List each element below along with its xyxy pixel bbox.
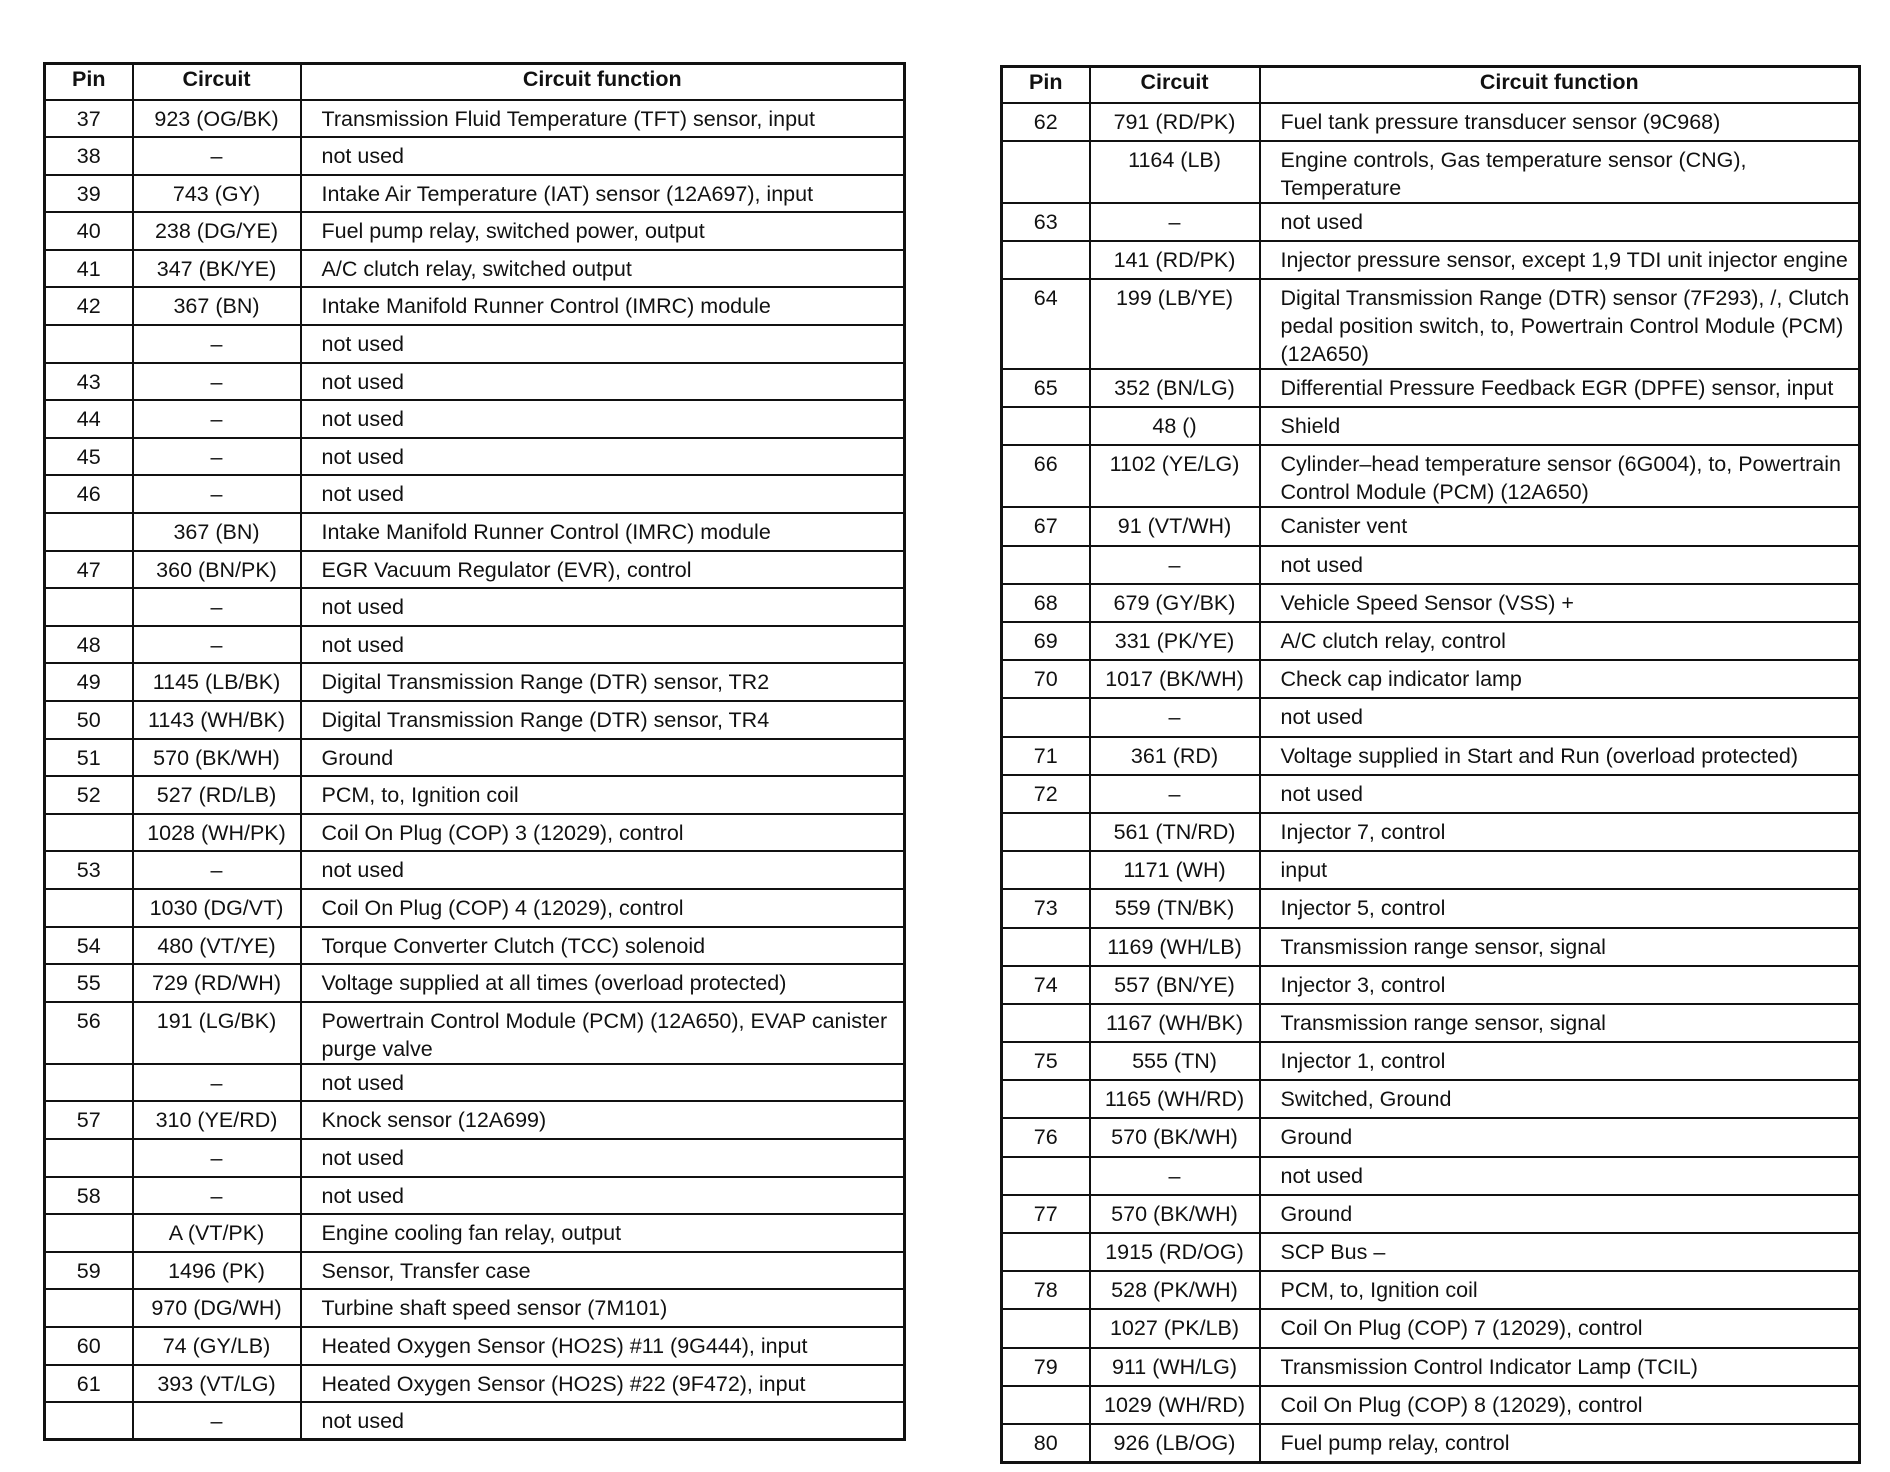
function-cell: Transmission Control Indicator Lamp (TCIL) — [1260, 1348, 1860, 1386]
table-row — [1002, 1157, 1860, 1195]
pin-cell: 72 — [1002, 775, 1090, 813]
table-row — [1002, 851, 1860, 889]
function-cell: not used — [1260, 203, 1860, 241]
pin-cell — [45, 588, 133, 626]
pin-cell: 74 — [1002, 966, 1090, 1004]
pin-cell: 51 — [45, 739, 133, 777]
function-cell: Transmission range sensor, signal — [1260, 928, 1860, 966]
table-row — [1002, 698, 1860, 736]
pin-cell: 67 — [1002, 507, 1090, 545]
function-cell: Shield — [1260, 407, 1860, 445]
function-cell: Digital Transmission Range (DTR) sensor (7F293), /, Clutch pedal position switch, to, Powertrain Control Module (PCM) (12A650) — [1260, 279, 1860, 369]
circuit-cell: A (VT/PK) — [133, 1214, 301, 1252]
table-row — [1002, 507, 1860, 545]
table-row — [1002, 103, 1860, 141]
pin-cell: 66 — [1002, 445, 1090, 507]
circuit-cell: 527 (RD/LB) — [133, 776, 301, 814]
table-row — [1002, 1042, 1860, 1080]
table-row — [1002, 1118, 1860, 1156]
function-cell: not used — [301, 325, 905, 363]
table-row — [45, 1177, 905, 1215]
pin-cell: 68 — [1002, 584, 1090, 622]
circuit-cell: 1915 (RD/OG) — [1090, 1233, 1260, 1271]
function-cell: not used — [301, 626, 905, 664]
table-row — [45, 551, 905, 589]
table-header-row — [45, 64, 905, 100]
pin-cell: 76 — [1002, 1118, 1090, 1156]
circuit-cell: – — [133, 438, 301, 476]
circuit-cell: 1030 (DG/VT) — [133, 889, 301, 927]
circuit-cell: 361 (RD) — [1090, 737, 1260, 775]
circuit-cell: 1169 (WH/LB) — [1090, 928, 1260, 966]
table-row — [45, 475, 905, 513]
table-row — [1002, 546, 1860, 584]
circuit-cell: 926 (LB/OG) — [1090, 1424, 1260, 1462]
circuit-cell: 48 () — [1090, 407, 1260, 445]
pin-cell — [45, 1064, 133, 1102]
function-cell: not used — [301, 851, 905, 889]
table-row — [1002, 1424, 1860, 1462]
function-cell: Differential Pressure Feedback EGR (DPFE) sensor, input — [1260, 369, 1860, 407]
table-row — [1002, 1195, 1860, 1233]
function-cell: Coil On Plug (COP) 4 (12029), control — [301, 889, 905, 927]
pin-cell: 47 — [45, 551, 133, 589]
pin-cell: 50 — [45, 701, 133, 739]
function-cell: Vehicle Speed Sensor (VSS) + — [1260, 584, 1860, 622]
table-row — [45, 776, 905, 814]
table-row — [1002, 928, 1860, 966]
circuit-cell: 555 (TN) — [1090, 1042, 1260, 1080]
circuit-cell: – — [133, 626, 301, 664]
circuit-cell: 393 (VT/LG) — [133, 1365, 301, 1403]
table-row — [45, 851, 905, 889]
table-row — [45, 626, 905, 664]
function-cell: PCM, to, Ignition coil — [301, 776, 905, 814]
pin-cell: 80 — [1002, 1424, 1090, 1462]
function-cell: Fuel pump relay, switched power, output — [301, 212, 905, 250]
circuit-cell: 911 (WH/LG) — [1090, 1348, 1260, 1386]
function-cell: Digital Transmission Range (DTR) sensor, TR4 — [301, 701, 905, 739]
pin-cell — [1002, 851, 1090, 889]
table-row — [45, 1002, 905, 1064]
table-row — [45, 438, 905, 476]
table-row — [45, 513, 905, 551]
pin-cell: 65 — [1002, 369, 1090, 407]
table-row — [1002, 1271, 1860, 1309]
function-cell: Voltage supplied in Start and Run (overload protected) — [1260, 737, 1860, 775]
function-cell: Injector 1, control — [1260, 1042, 1860, 1080]
function-cell: Engine cooling fan relay, output — [301, 1214, 905, 1252]
circuit-cell: – — [133, 400, 301, 438]
table-row — [45, 137, 905, 175]
table-header-row — [1002, 67, 1860, 103]
pin-cell: 53 — [45, 851, 133, 889]
function-cell: EGR Vacuum Regulator (EVR), control — [301, 551, 905, 589]
pin-cell: 38 — [45, 137, 133, 175]
table-row — [45, 100, 905, 138]
pin-cell: 49 — [45, 663, 133, 701]
table-row — [1002, 889, 1860, 927]
function-cell: SCP Bus – — [1260, 1233, 1860, 1271]
pin-cell — [45, 1402, 133, 1440]
pin-cell — [1002, 546, 1090, 584]
circuit-cell: 570 (BK/WH) — [133, 739, 301, 777]
circuit-cell: 743 (GY) — [133, 175, 301, 213]
function-cell: Heated Oxygen Sensor (HO2S) #11 (9G444), input — [301, 1327, 905, 1365]
pin-cell: 73 — [1002, 889, 1090, 927]
function-cell: A/C clutch relay, switched output — [301, 250, 905, 288]
function-cell: Voltage supplied at all times (overload protected) — [301, 964, 905, 1002]
circuit-cell: 199 (LB/YE) — [1090, 279, 1260, 369]
function-cell: not used — [301, 1177, 905, 1215]
function-cell: Injector 5, control — [1260, 889, 1860, 927]
table-row — [45, 1365, 905, 1403]
function-cell: not used — [301, 1064, 905, 1102]
circuit-cell: 1143 (WH/BK) — [133, 701, 301, 739]
circuit-cell: – — [133, 137, 301, 175]
function-cell: Fuel pump relay, control — [1260, 1424, 1860, 1462]
table-row — [45, 175, 905, 213]
function-cell: Cylinder–head temperature sensor (6G004), to, Powertrain Control Module (PCM) (12A650) — [1260, 445, 1860, 507]
function-cell: Injector 3, control — [1260, 966, 1860, 1004]
function-cell: Fuel tank pressure transducer sensor (9C968) — [1260, 103, 1860, 141]
pin-cell: 41 — [45, 250, 133, 288]
pin-cell — [45, 513, 133, 551]
circuit-cell: 970 (DG/WH) — [133, 1289, 301, 1327]
function-cell: Check cap indicator lamp — [1260, 660, 1860, 698]
pin-cell — [45, 889, 133, 927]
circuit-cell: – — [133, 1402, 301, 1440]
function-cell: Coil On Plug (COP) 8 (12029), control — [1260, 1386, 1860, 1424]
function-cell: not used — [1260, 775, 1860, 813]
table-row — [1002, 1348, 1860, 1386]
table-row — [1002, 141, 1860, 203]
pin-cell: 40 — [45, 212, 133, 250]
pin-cell: 46 — [45, 475, 133, 513]
circuit-cell: 679 (GY/BK) — [1090, 584, 1260, 622]
table-row — [1002, 445, 1860, 507]
pin-cell — [1002, 141, 1090, 203]
pin-cell: 69 — [1002, 622, 1090, 660]
function-cell: not used — [301, 1402, 905, 1440]
pin-cell: 44 — [45, 400, 133, 438]
circuit-cell: 367 (BN) — [133, 287, 301, 325]
circuit-cell: 1017 (BK/WH) — [1090, 660, 1260, 698]
pin-cell: 45 — [45, 438, 133, 476]
circuit-cell: 367 (BN) — [133, 513, 301, 551]
circuit-cell: 1171 (WH) — [1090, 851, 1260, 889]
pin-cell: 64 — [1002, 279, 1090, 369]
table-row — [1002, 966, 1860, 1004]
circuit-cell: 352 (BN/LG) — [1090, 369, 1260, 407]
pin-cell — [45, 1139, 133, 1177]
function-cell: not used — [301, 588, 905, 626]
pin-cell — [45, 1289, 133, 1327]
pin-cell — [1002, 813, 1090, 851]
pin-cell: 78 — [1002, 1271, 1090, 1309]
circuit-cell: 1028 (WH/PK) — [133, 814, 301, 852]
pin-cell: 77 — [1002, 1195, 1090, 1233]
pin-cell — [1002, 698, 1090, 736]
pin-cell — [1002, 1157, 1090, 1195]
table-row — [45, 250, 905, 288]
circuit-cell: – — [133, 588, 301, 626]
circuit-cell: 570 (BK/WH) — [1090, 1118, 1260, 1156]
circuit-cell: 480 (VT/YE) — [133, 927, 301, 965]
function-cell: A/C clutch relay, control — [1260, 622, 1860, 660]
circuit-cell: – — [1090, 203, 1260, 241]
pin-table-right — [1000, 65, 1861, 1464]
table-row — [1002, 1004, 1860, 1042]
pin-cell — [45, 325, 133, 363]
circuit-cell: 1165 (WH/RD) — [1090, 1080, 1260, 1118]
function-cell: Digital Transmission Range (DTR) sensor, TR2 — [301, 663, 905, 701]
function-cell: not used — [301, 438, 905, 476]
pin-cell: 42 — [45, 287, 133, 325]
pin-cell — [1002, 1004, 1090, 1042]
pin-cell — [1002, 241, 1090, 279]
circuit-cell: – — [133, 325, 301, 363]
function-cell: Injector 7, control — [1260, 813, 1860, 851]
table-row — [45, 588, 905, 626]
header-function: Circuit function — [301, 64, 905, 100]
circuit-cell: 360 (BN/PK) — [133, 551, 301, 589]
circuit-cell: 1496 (PK) — [133, 1252, 301, 1290]
pin-cell: 55 — [45, 964, 133, 1002]
pin-cell: 60 — [45, 1327, 133, 1365]
table-row — [45, 400, 905, 438]
pin-cell: 57 — [45, 1101, 133, 1139]
table-row — [1002, 407, 1860, 445]
table-row — [45, 363, 905, 401]
circuit-cell: 791 (RD/PK) — [1090, 103, 1260, 141]
function-cell: Transmission range sensor, signal — [1260, 1004, 1860, 1042]
circuit-cell: 347 (BK/YE) — [133, 250, 301, 288]
circuit-cell: – — [1090, 546, 1260, 584]
circuit-cell: 1102 (YE/LG) — [1090, 445, 1260, 507]
pin-cell: 39 — [45, 175, 133, 213]
function-cell: Heated Oxygen Sensor (HO2S) #22 (9F472), input — [301, 1365, 905, 1403]
circuit-cell: 1027 (PK/LB) — [1090, 1309, 1260, 1347]
function-cell: not used — [301, 363, 905, 401]
table-row — [1002, 241, 1860, 279]
table-row — [45, 814, 905, 852]
function-cell: Intake Manifold Runner Control (IMRC) module — [301, 287, 905, 325]
pin-cell: 71 — [1002, 737, 1090, 775]
table-row — [45, 287, 905, 325]
pin-cell: 70 — [1002, 660, 1090, 698]
pin-cell — [1002, 1233, 1090, 1271]
table-row — [1002, 775, 1860, 813]
pin-cell: 56 — [45, 1002, 133, 1064]
table-row — [1002, 660, 1860, 698]
pin-cell: 37 — [45, 100, 133, 138]
circuit-cell: – — [1090, 1157, 1260, 1195]
pin-cell: 59 — [45, 1252, 133, 1290]
pin-cell: 75 — [1002, 1042, 1090, 1080]
pin-cell: 48 — [45, 626, 133, 664]
circuit-cell: 557 (BN/YE) — [1090, 966, 1260, 1004]
circuit-cell: 561 (TN/RD) — [1090, 813, 1260, 851]
header-circuit: Circuit — [133, 64, 301, 100]
pin-cell: 63 — [1002, 203, 1090, 241]
function-cell: Engine controls, Gas temperature sensor (CNG), Temperature — [1260, 141, 1860, 203]
function-cell: not used — [301, 137, 905, 175]
table-row — [45, 1101, 905, 1139]
function-cell: Torque Converter Clutch (TCC) solenoid — [301, 927, 905, 965]
function-cell: Coil On Plug (COP) 3 (12029), control — [301, 814, 905, 852]
circuit-cell: – — [133, 1064, 301, 1102]
table-row — [45, 663, 905, 701]
circuit-cell: – — [133, 851, 301, 889]
table-row — [1002, 584, 1860, 622]
function-cell: Powertrain Control Module (PCM) (12A650), EVAP canister purge valve — [301, 1002, 905, 1064]
pin-cell — [1002, 928, 1090, 966]
table-row — [45, 1252, 905, 1290]
function-cell: Ground — [1260, 1195, 1860, 1233]
function-cell: Sensor, Transfer case — [301, 1252, 905, 1290]
function-cell: not used — [301, 475, 905, 513]
table-row — [45, 889, 905, 927]
table-row — [45, 1402, 905, 1440]
function-cell: Canister vent — [1260, 507, 1860, 545]
circuit-cell: – — [133, 475, 301, 513]
circuit-cell: – — [133, 1139, 301, 1177]
table-row — [45, 701, 905, 739]
pin-cell — [1002, 407, 1090, 445]
table-row — [1002, 279, 1860, 369]
table-row — [45, 927, 905, 965]
circuit-cell: 559 (TN/BK) — [1090, 889, 1260, 927]
pin-table-left — [43, 62, 906, 1441]
pin-cell: 61 — [45, 1365, 133, 1403]
table-row — [45, 1139, 905, 1177]
function-cell: not used — [1260, 546, 1860, 584]
circuit-cell: 1167 (WH/BK) — [1090, 1004, 1260, 1042]
circuit-cell: 570 (BK/WH) — [1090, 1195, 1260, 1233]
pin-cell: 58 — [45, 1177, 133, 1215]
circuit-cell: 91 (VT/WH) — [1090, 507, 1260, 545]
circuit-cell: 729 (RD/WH) — [133, 964, 301, 1002]
header-function: Circuit function — [1260, 67, 1860, 103]
table-row — [45, 1289, 905, 1327]
pin-cell: 54 — [45, 927, 133, 965]
table-row — [1002, 203, 1860, 241]
table-row — [45, 739, 905, 777]
function-cell: Intake Manifold Runner Control (IMRC) module — [301, 513, 905, 551]
function-cell: not used — [301, 400, 905, 438]
header-pin: Pin — [45, 64, 133, 100]
circuit-cell: 1145 (LB/BK) — [133, 663, 301, 701]
circuit-cell: – — [1090, 775, 1260, 813]
table-row — [1002, 813, 1860, 851]
pin-cell — [1002, 1309, 1090, 1347]
function-cell: Transmission Fluid Temperature (TFT) sensor, input — [301, 100, 905, 138]
function-cell: not used — [301, 1139, 905, 1177]
header-pin: Pin — [1002, 67, 1090, 103]
circuit-cell: 331 (PK/YE) — [1090, 622, 1260, 660]
table-row — [45, 325, 905, 363]
table-row — [1002, 622, 1860, 660]
pin-cell: 62 — [1002, 103, 1090, 141]
header-circuit: Circuit — [1090, 67, 1260, 103]
pin-cell — [45, 814, 133, 852]
function-cell: not used — [1260, 698, 1860, 736]
function-cell: Ground — [1260, 1118, 1860, 1156]
circuit-cell: 1029 (WH/RD) — [1090, 1386, 1260, 1424]
function-cell: not used — [1260, 1157, 1860, 1195]
function-cell: PCM, to, Ignition coil — [1260, 1271, 1860, 1309]
table-row — [45, 1064, 905, 1102]
circuit-cell: – — [133, 1177, 301, 1215]
function-cell: Intake Air Temperature (IAT) sensor (12A697), input — [301, 175, 905, 213]
circuit-cell: 528 (PK/WH) — [1090, 1271, 1260, 1309]
table-row — [1002, 1080, 1860, 1118]
function-cell: Coil On Plug (COP) 7 (12029), control — [1260, 1309, 1860, 1347]
table-row — [1002, 737, 1860, 775]
circuit-cell: 74 (GY/LB) — [133, 1327, 301, 1365]
circuit-cell: 141 (RD/PK) — [1090, 241, 1260, 279]
function-cell: Injector pressure sensor, except 1,9 TDI unit injector engine — [1260, 241, 1860, 279]
function-cell: Ground — [301, 739, 905, 777]
circuit-cell: – — [133, 363, 301, 401]
circuit-cell: 191 (LG/BK) — [133, 1002, 301, 1064]
table-row — [1002, 1309, 1860, 1347]
table-row — [45, 1214, 905, 1252]
pin-cell: 79 — [1002, 1348, 1090, 1386]
table-row — [45, 212, 905, 250]
table-row — [1002, 1233, 1860, 1271]
circuit-cell: – — [1090, 698, 1260, 736]
circuit-cell: 923 (OG/BK) — [133, 100, 301, 138]
table-row — [45, 964, 905, 1002]
pin-cell: 52 — [45, 776, 133, 814]
function-cell: Switched, Ground — [1260, 1080, 1860, 1118]
circuit-cell: 310 (YE/RD) — [133, 1101, 301, 1139]
circuit-cell: 1164 (LB) — [1090, 141, 1260, 203]
table-row — [45, 1327, 905, 1365]
circuit-cell: 238 (DG/YE) — [133, 212, 301, 250]
pin-cell — [45, 1214, 133, 1252]
function-cell: Knock sensor (12A699) — [301, 1101, 905, 1139]
pin-cell: 43 — [45, 363, 133, 401]
pin-cell — [1002, 1080, 1090, 1118]
function-cell: Turbine shaft speed sensor (7M101) — [301, 1289, 905, 1327]
table-row — [1002, 369, 1860, 407]
function-cell: input — [1260, 851, 1860, 889]
pin-cell — [1002, 1386, 1090, 1424]
table-row — [1002, 1386, 1860, 1424]
